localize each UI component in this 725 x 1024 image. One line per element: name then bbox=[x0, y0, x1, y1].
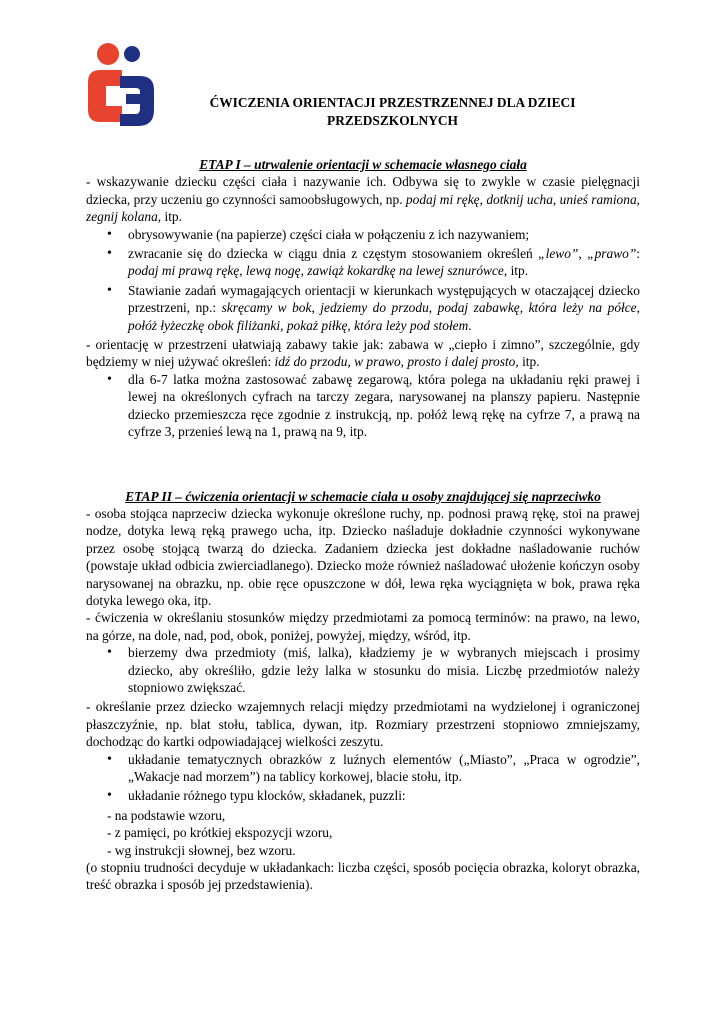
list-item: • bierzemy dwa przedmioty (miś, lalka), kładziemy je w wybranych miejscach i prosimy dziecko, aby określiło, gdzie leży lalka w stosunku do misia. Liczbę przedmiotów należy stopniowo zwiększać. bbox=[128, 644, 640, 696]
etap1-heading: ETAP I – utrwalenie orientacji w schemacie własnego ciała bbox=[199, 157, 527, 172]
section-spacer bbox=[86, 443, 640, 488]
document-body bbox=[86, 156, 640, 894]
dash-item: - na podstawie wzoru, bbox=[107, 807, 226, 823]
list-item: • obrysowywanie (na papierze) części ciała w połączeniu z ich nazywaniem; bbox=[128, 226, 640, 243]
etap2-paragraph-2: - ćwiczenia w określaniu stosunków między przedmiotami za pomocą terminów: na prawo, na lewo, na górze, na dole, nad, pod, obok, poniżej, powyżej, między, wśród, itp. bbox=[86, 610, 640, 643]
etap2-paragraph-3: - określanie przez dziecko wzajemnych relacji między przedmiotami na wydzielonej i ograniczonej płaszczyźnie, np. blat stołu, tablica, dywan, itp. Rozmiary przestrzeni stopniowo zmniejszamy, dochodząc do kartki odpowiadającej wielkości zeszytu. bbox=[86, 699, 640, 750]
title-line-1: ĆWICZENIA ORIENTACJI PRZESTRZENNEJ DLA DZIECI bbox=[209, 95, 576, 110]
etap1-bullets bbox=[86, 226, 640, 334]
dash-item: - z pamięci, po krótkiej ekspozycji wzoru, bbox=[107, 825, 333, 841]
etap2-bullets-2 bbox=[86, 751, 640, 805]
etap2-heading: ETAP II – ćwiczenia orientacji w schemacie ciała u osoby znajdującej się naprzeciwko bbox=[125, 488, 601, 504]
list-item: • układanie tematycznych obrazków z luźnych elementów („Miasto”, „Praca w ogrodzie”, „Wakacje nad morzem”) na tablicy korkowej, blacie stołu, itp. bbox=[128, 751, 640, 786]
list-item: • Stawianie zadań wymagających orientacji w kierunkach występujących w otaczającej dziecko przestrzeni, np.: skręcamy w bok, jedziemy do przodu, podaj zabawkę, która leży na półce, połóż łyżeczkę obok filiżanki, pokaż piłkę, która leży pod stołem. bbox=[128, 282, 640, 334]
etap2-paragraph-1: - osoba stojąca naprzeciw dziecka wykonuje określone ruchy, np. podnosi prawą rękę, stoi na prawej nodze, dotyka lewą ręką prawego ucha, itp. Dziecko naśladuje dokładnie czynności wykonywane przez osobę stojącą twarzą do dziecka. Zadaniem dziecka jest dokładne naśladowanie ruchów (powstaje układ odbicia zwierciadlanego). Dziecko może również naśladować ułożenie kończyn osoby narysowanej na obrazku, np. obie ręce opuszczone w dół, lewa ręka wyciągnięta w bok, prawa ręka dotyka lewego oka, itp. bbox=[86, 505, 640, 608]
etap1-paragraph-2: - orientację w przestrzeni ułatwiają zabawy takie jak: zabawa w „ciepło i zimno”, szczególnie, gdy będziemy w niej używać określeń: idź do przodu, w prawo, prosto i dalej prosto, itp. bbox=[86, 337, 640, 370]
list-item: • układanie różnego typu klocków, składanek, puzzli: bbox=[128, 787, 640, 804]
etap1-intro: - wskazywanie dziecku części ciała i nazywanie ich. Odbywa się to zwykle w czasie pielęgnacji dziecka, przy uczeniu go czynności samoobsługowych, np. podaj mi rękę, dotknij ucha, unieś ramiona, zegnij kolana, itp. bbox=[86, 174, 640, 225]
etap2-bullets bbox=[86, 644, 640, 696]
etap1-bullets-2 bbox=[86, 371, 640, 441]
dash-list bbox=[86, 807, 640, 859]
list-item: • dla 6-7 latka można zastosować zabawę zegarową, która polega na układaniu ręki prawej i lewej na określonych cyfrach na tarczy zegara, narysowanej na planszy papieru. Następnie dziecko przemieszcza ręce zgodnie z instrukcją, np. połóż lewą rękę na cyfrze 7, a prawą na cyfrze 3, przenieś lewą na 1, prawą na 9, itp. bbox=[128, 371, 640, 441]
etap2-closing: (o stopniu trudności decyduje w układankach: liczba części, sposób pocięcia obrazka, koloryt obrazka, treść obrazka i sposób jej przedstawienia). bbox=[86, 860, 640, 893]
list-item: • zwracanie się do dziecka w ciągu dnia z częstym stosowaniem określeń „lewo”, „prawo”: podaj mi prawą rękę, lewą nogę, zawiąż kokardkę na lewej sznurówce, itp. bbox=[128, 245, 640, 280]
logo-icon bbox=[86, 42, 156, 128]
document-title bbox=[150, 94, 635, 130]
dash-item: - wg instrukcji słownej, bez wzoru. bbox=[107, 842, 296, 858]
title-line-2: PRZEDSZKOLNYCH bbox=[327, 113, 458, 128]
